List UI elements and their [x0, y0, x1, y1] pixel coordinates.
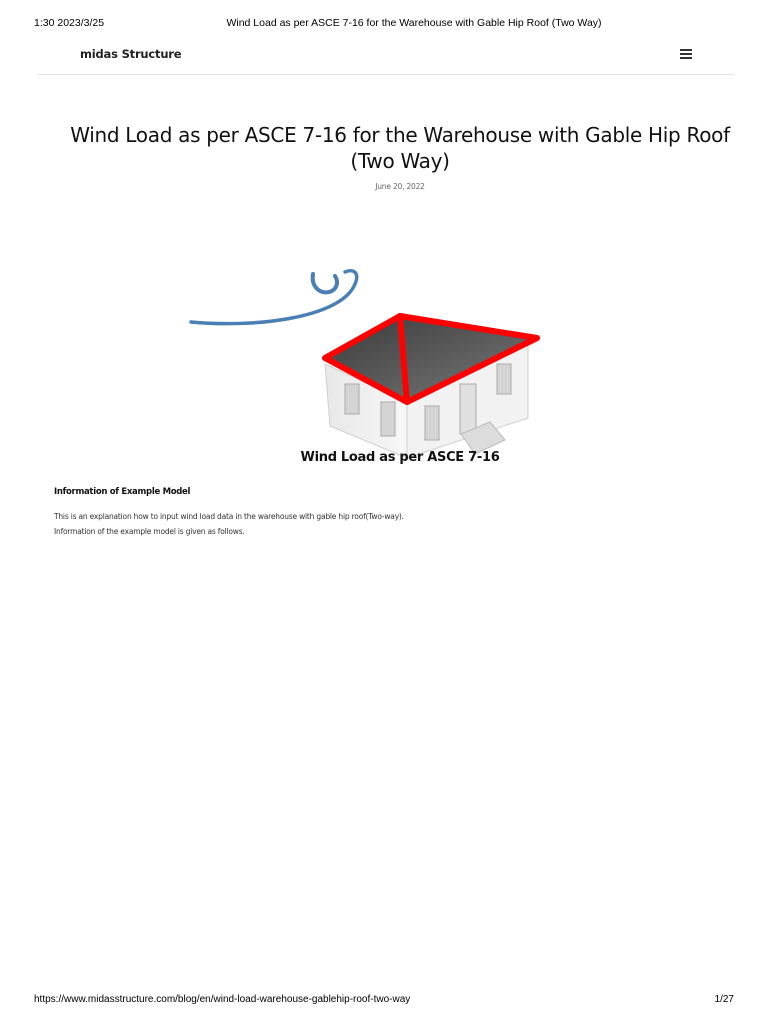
print-footer — [34, 994, 734, 1008]
page-number: 1/27 — [714, 994, 734, 1005]
house-wind-illustration — [185, 268, 565, 468]
body-paragraph: Information of the example model is given as follows. — [54, 527, 245, 536]
hero-caption: Wind Load as per ASCE 7-16 — [300, 450, 500, 465]
hamburger-menu-icon[interactable] — [680, 49, 692, 60]
hero-image — [185, 268, 565, 468]
print-header — [34, 17, 734, 31]
section-heading: Information of Example Model — [54, 487, 191, 497]
brand-logo[interactable]: midas Structure — [80, 47, 182, 61]
post-date: June 20, 2022 — [375, 182, 425, 191]
wind-swirl-icon — [191, 271, 357, 324]
article-body — [54, 509, 654, 539]
print-document-title: Wind Load as per ASCE 7-16 for the Warehouse with Gable Hip Roof (Two Way) — [226, 17, 602, 29]
print-timestamp: 1:30 2023/3/25 — [34, 17, 105, 29]
body-paragraph: This is an explanation how to input wind load data in the warehouse with gable hip roof(Two-way). — [54, 512, 404, 521]
article-title: Wind Load as per ASCE 7-16 for the Warehouse with Gable Hip Roof (Two Way) — [70, 123, 730, 173]
site-navbar — [37, 40, 734, 75]
print-url: https://www.midasstructure.com/blog/en/wind-load-warehouse-gablehip-roof-two-way — [34, 994, 411, 1005]
